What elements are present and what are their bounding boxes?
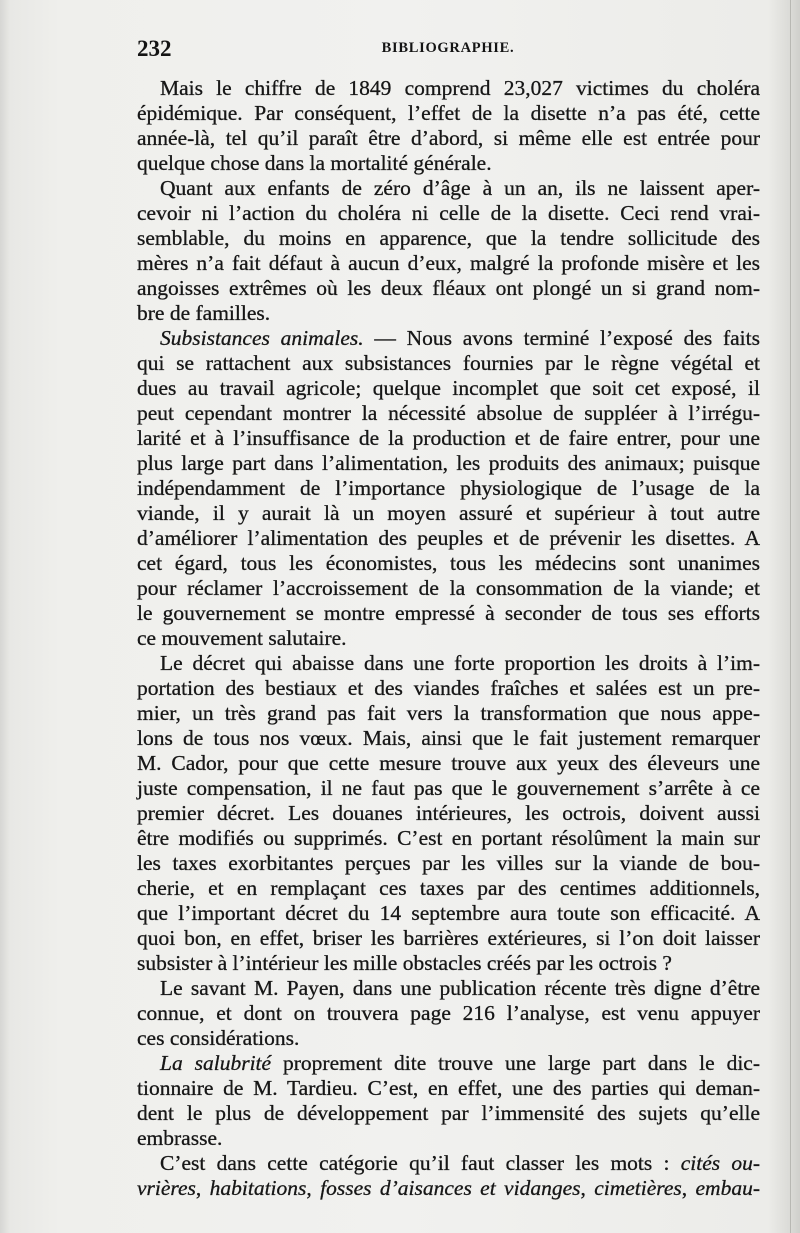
text-line <box>137 1151 760 1176</box>
text-line: que l’important décret du 14 septembre aura toute son efficacité. A <box>137 901 760 925</box>
text-segment: C’est dans cette catégorie qu’il faut classer les mots : <box>160 1151 681 1175</box>
text-segment: , <box>195 1176 210 1200</box>
text-line: quelque chose dans la mortalité générale. <box>137 151 492 175</box>
text-line: juste compensation, il ne faut pas que le gouvernement s’arrête à ce <box>137 776 760 800</box>
italic-text: cités ou- <box>680 1151 760 1175</box>
italic-text: cimetières <box>594 1176 682 1200</box>
text-line: angoisses extrêmes où les deux fléaux ont plongé un si grand nom- <box>137 276 760 300</box>
text-line <box>137 1051 760 1076</box>
text-line: être modifiés ou supprimés. C’est en portant résolûment la main sur <box>137 826 760 850</box>
italic-text: vrières <box>137 1176 196 1200</box>
text-line: subsister à l’intérieur les mille obstacles créés par les octrois ? <box>137 951 672 975</box>
text-line: pour réclamer l’accroissement de la consommation de la viande; et <box>137 576 760 600</box>
text-line: d’améliorer l’alimentation des peuples et de prévenir les disettes. A <box>137 526 760 550</box>
text-line: Mais le chiffre de 1849 comprend 23,027 victimes du choléra <box>160 76 760 100</box>
text-line: dent le plus de développement par l’immensité des sujets qu’elle <box>137 1101 760 1125</box>
text-line: bre de familles. <box>137 301 271 325</box>
text-line: les taxes exorbitantes perçues par les villes sur la viande de bou- <box>137 851 760 875</box>
text-segment: proprement dite trouve une large part dans le dic- <box>271 1051 760 1075</box>
text-line: plus large part dans l’alimentation, les produits des animaux; puisque <box>137 451 760 475</box>
text-line: semblable, du moins en apparence, que la tendre sollicitude des <box>137 226 760 250</box>
text-line: portation des bestiaux et des viandes fraîches et salées est un pre- <box>137 676 760 700</box>
text-line: peut cependant montrer la nécessité absolue de suppléer à l’irrégu- <box>137 401 760 425</box>
text-line: mères n’a fait défaut à aucun d’eux, malgré la profonde misère et les <box>137 251 760 275</box>
text-line: lons de tous nos vœux. Mais, ainsi que le fait justement remarquer <box>137 726 760 750</box>
text-line: premier décret. Les douanes intérieures, les octrois, doivent aussi <box>137 801 760 825</box>
text-line: dues au travail agricole; quelque incomplet que soit cet exposé, il <box>137 376 760 400</box>
text-line: connue, et dont on trouvera page 216 l’analyse, est venu appuyer <box>137 1001 760 1025</box>
text-line: embrasse. <box>137 1126 223 1150</box>
text-line: quoi bon, en effet, briser les barrières extérieures, si l’on doit laisser <box>137 926 760 950</box>
text-line: tionnaire de M. Tardieu. C’est, en effet, une des parties qui deman- <box>137 1076 760 1100</box>
text-segment: , <box>681 1176 696 1200</box>
italic-text: embau- <box>695 1176 760 1200</box>
italic-text: La salubrité <box>160 1051 272 1075</box>
text-line: indépendamment de l’importance physiologique de l’usage de la <box>137 476 760 500</box>
text-line: qui se rattachent aux subsistances fournies par le règne végétal et <box>137 351 760 375</box>
section-heading-italic: Subsistances animales. <box>160 326 364 350</box>
text-segment: , <box>306 1176 321 1200</box>
text-line: larité et à l’insuffisance de la production et de faire entrer, pour une <box>137 426 760 450</box>
text-line: Quant aux enfants de zéro d’âge à un an, ils ne laissent aper- <box>160 176 760 200</box>
text-line: Le décret qui abaisse dans une forte proportion les droits à l’im- <box>160 651 760 675</box>
text-line: épidémique. Par conséquent, l’effet de la disette n’a pas été, cette <box>137 101 760 125</box>
text-line: Le savant M. Payen, dans une publication récente très digne d’être <box>160 976 760 1000</box>
text-line: ces considérations. <box>137 1026 300 1050</box>
italic-text: fosses d’aisances et vidanges <box>320 1176 581 1200</box>
text-line: mier, un très grand pas fait vers la transformation que nous appe- <box>137 701 760 725</box>
text-segment: — Nous avons terminé l’exposé des faits <box>363 326 760 350</box>
text-line: cevoir ni l’action du choléra ni celle de la disette. Ceci rend vrai- <box>137 201 760 225</box>
text-line: cherie, et en remplaçant ces taxes par des centimes additionnels, <box>137 876 760 900</box>
text-line <box>137 1176 760 1201</box>
page-number: 232 <box>137 36 172 61</box>
body-text <box>137 76 760 1201</box>
text-segment: , <box>580 1176 595 1200</box>
text-line: ce mouvement salutaire. <box>137 626 347 650</box>
text-line: M. Cador, pour que cette mesure trouve aux yeux des éleveurs une <box>137 751 760 775</box>
italic-text: habitations <box>209 1176 307 1200</box>
text-line <box>137 326 760 351</box>
text-line: cet égard, tous les économistes, tous les médecins sont unanimes <box>137 551 760 575</box>
text-line: année-là, tel qu’il paraît être d’abord, si même elle est entrée pour <box>137 126 760 150</box>
text-line: le gouvernement se montre empressé à seconder de tous ses efforts <box>137 601 760 625</box>
text-line: viande, il y aurait là un moyen assuré et supérieur à tout autre <box>137 501 760 525</box>
running-head-title: BIBLIOGRAPHIE. <box>381 40 515 56</box>
